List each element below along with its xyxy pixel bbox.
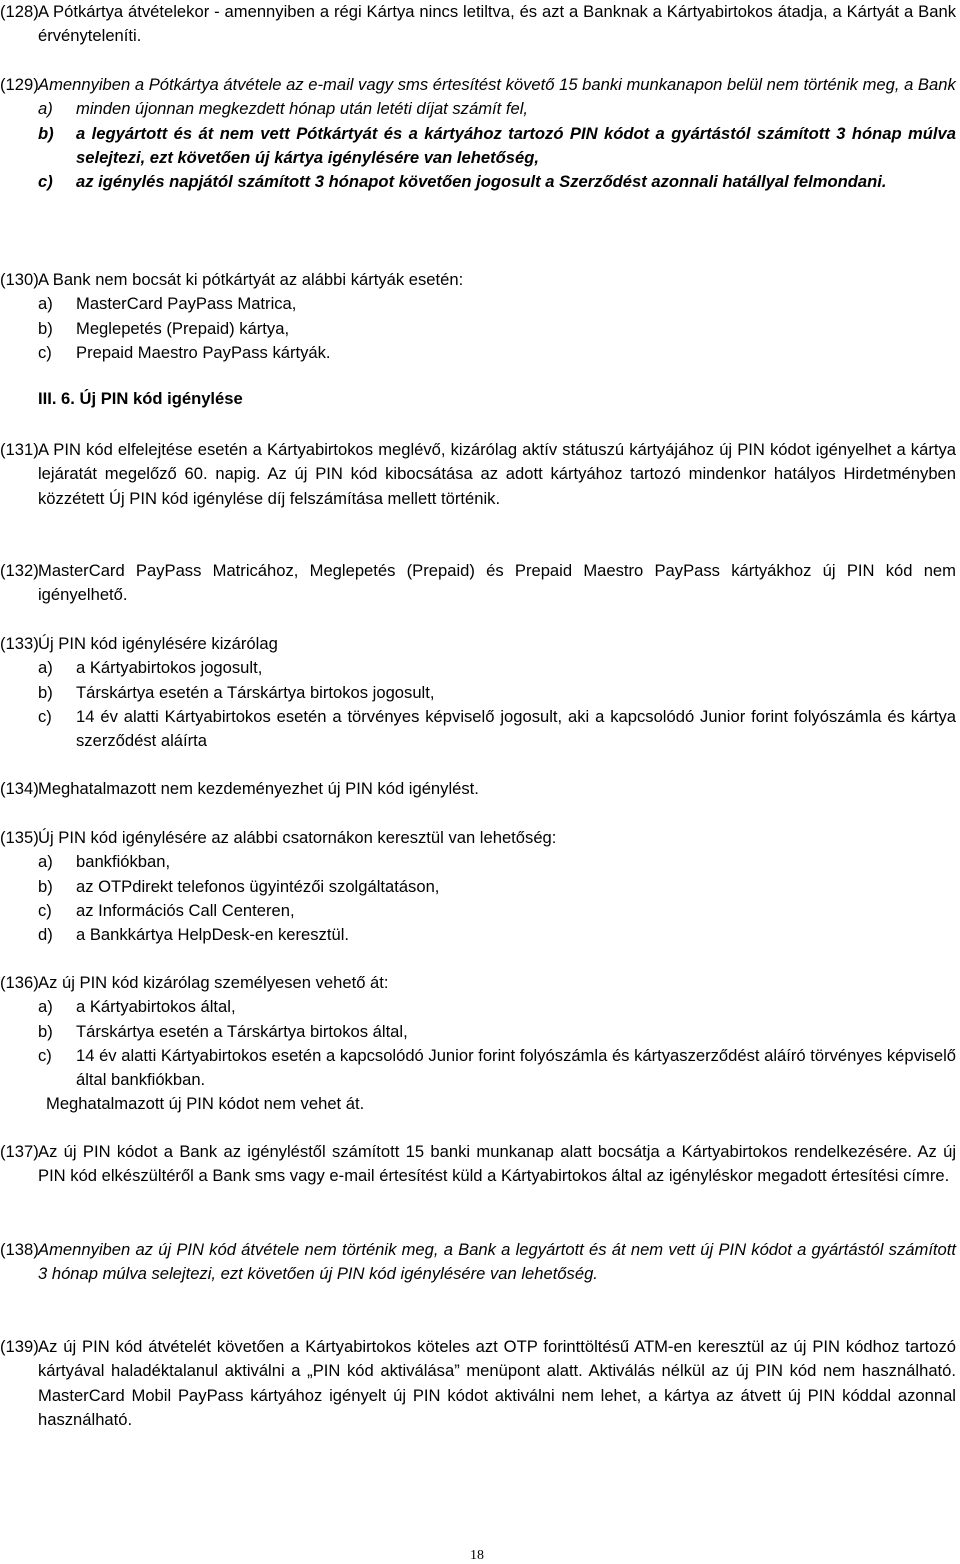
list-item [38, 341, 956, 365]
paragraph-number: (139) [0, 1337, 39, 1356]
list-label: a) [38, 294, 53, 314]
list-label: b) [38, 318, 53, 338]
list-item [38, 97, 956, 121]
paragraph-number: (135) [0, 828, 39, 847]
list-text: Társkártya esetén a Társkártya birtokos jogosult, [76, 682, 435, 702]
list-item [38, 122, 956, 171]
list-label: b) [38, 876, 53, 896]
list-text: minden újonnan megkezdett hónap után letéti díjat számít fel, [76, 99, 529, 119]
list-item [38, 850, 956, 874]
list-text: Prepaid Maestro PayPass kártyák. [76, 342, 331, 362]
list-text: az OTPdirekt telefonos ügyintézői szolgáltatáson, [76, 876, 440, 896]
paragraph-text: A Pótkártya átvételekor - amennyiben a régi Kártya nincs letiltva, és azt a Banknak a Kártyabirtokos átadja, a Kártyát a Bank érvényteleníti. [38, 2, 956, 46]
list-text: a Kártyabirtokos által, [76, 997, 236, 1017]
list-text: a Bankkártya HelpDesk-en keresztül. [76, 925, 349, 945]
list-item [38, 1020, 956, 1044]
paragraph-note: Meghatalmazott új PIN kódot nem vehet át. [46, 1094, 365, 1114]
list-text: az Információs Call Centeren, [76, 900, 295, 920]
paragraph-text: Amennyiben az új PIN kód átvétele nem történik meg, a Bank a legyártott és át nem vett új PIN kódot a gyártástól számított 3 hónap múlva selejtezi, ezt követően új PIN kód igénylésére van lehetőség. [38, 1240, 956, 1284]
paragraph-text: A Bank nem bocsát ki pótkártyát az alábbi kártyák esetén: [38, 270, 464, 289]
list-item [38, 995, 956, 1019]
section-heading: III. 6. Új PIN kód igénylése [38, 389, 243, 408]
paragraph-128 [0, 0, 956, 49]
paragraph-137 [0, 1140, 956, 1189]
list-item [38, 317, 956, 341]
list-item [38, 170, 956, 194]
paragraph-text: Az új PIN kódot a Bank az igényléstől számított 15 banki munkanap alatt bocsátja a Kártyabirtokos rendelkezésére. Az új PIN kód elkészültéről a Bank sms vagy e-mail értesítést küld a Kártyabirtokos által az igényléskor megadott értesítési címre. [38, 1142, 956, 1186]
paragraph-number: (138) [0, 1240, 39, 1259]
list-text: Meglepetés (Prepaid) kártya, [76, 318, 290, 338]
list-label: a) [38, 997, 53, 1017]
list-item [38, 705, 956, 754]
list-text: a Kártyabirtokos jogosult, [76, 658, 263, 678]
list-text: az igénylés napjától számított 3 hónapot követően jogosult a Szerződést azonnali hatállyal felmondani. [76, 172, 887, 192]
list-item [38, 899, 956, 923]
paragraph-number: (133) [0, 634, 39, 653]
paragraph-135 [0, 826, 956, 947]
list-item [38, 656, 956, 680]
list-label: c) [38, 1045, 52, 1065]
list-label: a) [38, 658, 53, 678]
list-text: Társkártya esetén a Társkártya birtokos által, [76, 1021, 408, 1041]
list-item [38, 875, 956, 899]
paragraph-text: Új PIN kód igénylésére az alábbi csatornákon keresztül van lehetőség: [38, 828, 557, 847]
paragraph-132 [0, 559, 956, 608]
paragraph-text: A PIN kód elfelejtése esetén a Kártyabirtokos meglévő, kizárólag aktív státuszú kártyájához új PIN kódot igényelhet a kártya lejáratát megelőző 60. napig. Az új PIN kód kibocsátása az adott kártyához tartozó mindenkor hatályos Hirdetményben közzétett Új PIN kód igénylése díj felszámítása mellett történik. [38, 440, 956, 508]
paragraph-number: (132) [0, 561, 39, 580]
list-text: a legyártott és át nem vett Pótkártyát és a kártyához tartozó PIN kódot a gyártástól számított 3 hónap múlva selejtezi, ezt követően új kártya igénylésére van lehetőség, [76, 123, 956, 167]
paragraph-text: Amennyiben a Pótkártya átvétele az e-mail vagy sms értesítést követő 15 banki munkanapon belül nem történik meg, a Bank [38, 75, 956, 94]
paragraph-number: (131) [0, 440, 39, 459]
paragraph-number: (130) [0, 270, 39, 289]
paragraph-136 [0, 971, 956, 1117]
paragraph-133 [0, 632, 956, 753]
list-label: b) [38, 1021, 53, 1041]
paragraph-number: (129) [0, 75, 39, 94]
paragraph-text: MasterCard PayPass Matricához, Meglepetés (Prepaid) és Prepaid Maestro PayPass kártyákhoz új PIN kód nem igényelhető. [38, 561, 956, 605]
list-text: MasterCard PayPass Matrica, [76, 294, 297, 314]
paragraph-number: (128) [0, 2, 39, 21]
list-label: c) [38, 172, 53, 192]
list-item [38, 923, 956, 947]
paragraph-number: (134) [0, 779, 39, 798]
list-label: c) [38, 342, 52, 362]
paragraph-text: Az új PIN kód kizárólag személyesen vehető át: [38, 973, 389, 992]
list-label: a) [38, 852, 53, 872]
paragraph-number: (136) [0, 973, 39, 992]
list-item [38, 681, 956, 705]
list-label: b) [38, 123, 54, 143]
list-label: b) [38, 682, 53, 702]
list-label: c) [38, 900, 52, 920]
paragraph-number: (137) [0, 1142, 39, 1161]
paragraph-text: Új PIN kód igénylésére kizárólag [38, 634, 278, 653]
list-text: bankfiókban, [76, 852, 171, 872]
list-text: 14 év alatti Kártyabirtokos esetén a kapcsolódó Junior forint folyószámla és kártyaszerződést aláíró törvényes képviselő által bankfiókban. [76, 1045, 956, 1090]
list-item [38, 1044, 956, 1093]
paragraph-text: Az új PIN kód átvételét követően a Kártyabirtokos köteles azt OTP forinttöltésű ATM-en keresztül az új PIN kódhoz tartozó kártyával haladéktalanul aktiválni a „PIN kód aktiválása” menüpont alatt. Aktiválás nélkül az új PIN kód nem használható. MasterCard Mobil PayPass kártyához igényelt új PIN kódot aktiválni nem lehet, a kártya az átvett új PIN kóddal azonnal használható. [38, 1337, 956, 1429]
list-item [38, 292, 956, 316]
page-number: 18 [470, 1548, 484, 1563]
paragraph-129 [0, 73, 956, 194]
list-label: a) [38, 99, 53, 119]
paragraph-130 [0, 268, 956, 365]
list-label: d) [38, 925, 53, 945]
list-label: c) [38, 706, 52, 726]
paragraph-131 [0, 438, 956, 511]
list-text: 14 év alatti Kártyabirtokos esetén a törvényes képviselő jogosult, aki a kapcsolódó Junior forint folyószámla és kártya szerződést aláírta [76, 706, 956, 751]
paragraph-text: Meghatalmazott nem kezdeményezhet új PIN kód igénylést. [38, 779, 479, 798]
paragraph-138 [0, 1238, 956, 1287]
paragraph-139 [0, 1335, 956, 1432]
paragraph-134 [0, 777, 956, 801]
